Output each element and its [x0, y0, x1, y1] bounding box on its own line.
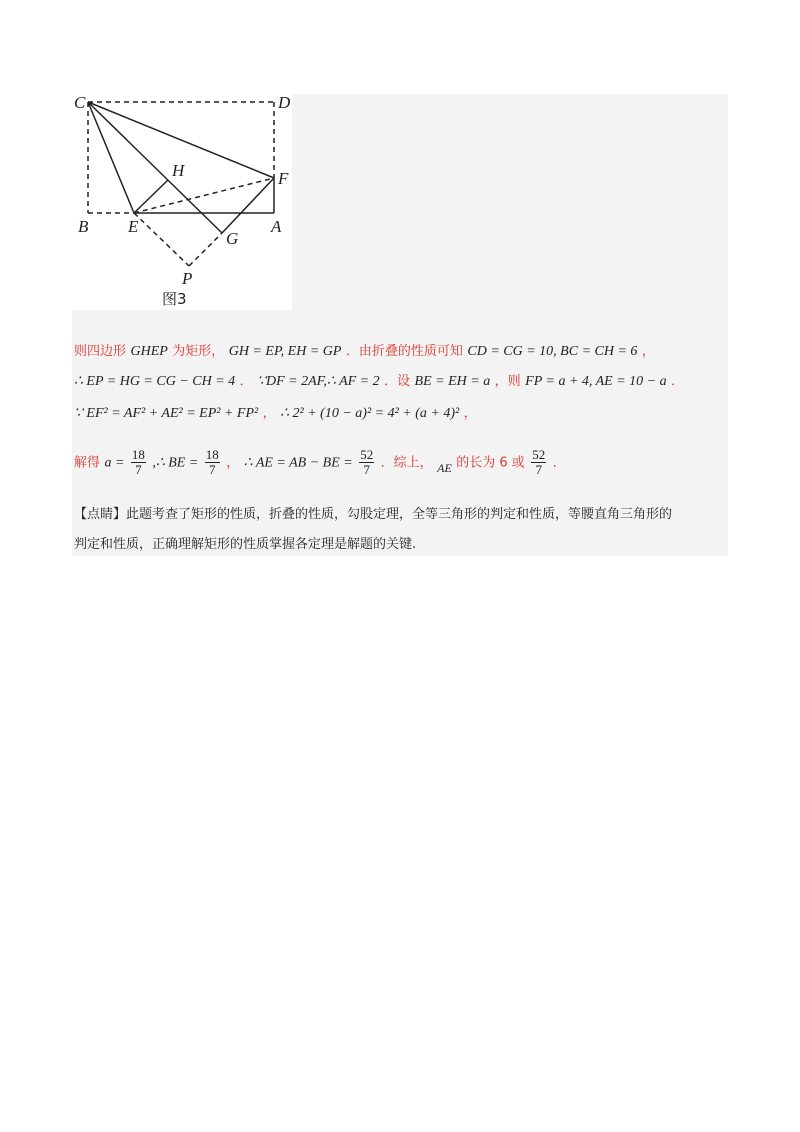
fraction-be: $\frac{18}{7}$	[205, 447, 219, 477]
geometry-figure	[72, 94, 292, 310]
label-a: A	[271, 217, 282, 236]
figure-caption: 图3	[162, 290, 187, 308]
fraction-ae: $\frac{52}{7}$	[360, 447, 374, 477]
label-b: B	[78, 217, 89, 236]
label-p: P	[182, 269, 193, 288]
label-e: E	[128, 217, 139, 236]
label-c: C	[74, 94, 86, 112]
label-f: F	[278, 169, 289, 188]
solution-line-2: ∴ EP = HG = CG − CH = 4 ． ∵DF = 2AF,∴ AF = 2 ．设 BE = EH = a ，则 FP = a + 4, AE = 10 − a ．	[74, 374, 685, 389]
solution-line-1: 则四边形 GHEP 为矩形， GH = EP, EH = GP ．由折叠的性质可知 CD = CG = 10, BC = CH = 6 ，	[74, 344, 655, 359]
figure-diagram	[72, 94, 292, 310]
key-point-line-2: 判定和性质，正确理解矩形的性质掌握各定理是解题的关键.	[74, 537, 417, 552]
fraction-a: $\frac{18}{7}$	[131, 447, 145, 477]
solution-line-3: ∵ EF² = AF² + AE² = EP² + FP² ， ∴ 2² + (10 − a)² = 4² + (a + 4)² ，	[74, 406, 477, 421]
label-d: D	[278, 94, 291, 112]
label-g: G	[226, 229, 239, 248]
label-h: H	[172, 161, 185, 180]
key-point-line-1: 【点睛】此题考查了矩形的性质，折叠的性质，勾股定理，全等三角形的判定和性质，等腰直角三角形的	[74, 507, 673, 522]
solution-line-4: 解得 a = $\frac{18}{7}$ ,∴ BE = $\frac{18}{7}$ ， ∴ AE = AB − BE = $\frac{52}{7}$ ．综上， AE 的长为 6 或 $\frac{52}{7}$ ．	[74, 447, 566, 477]
fraction-answer: $\frac{52}{7}$	[532, 447, 546, 477]
